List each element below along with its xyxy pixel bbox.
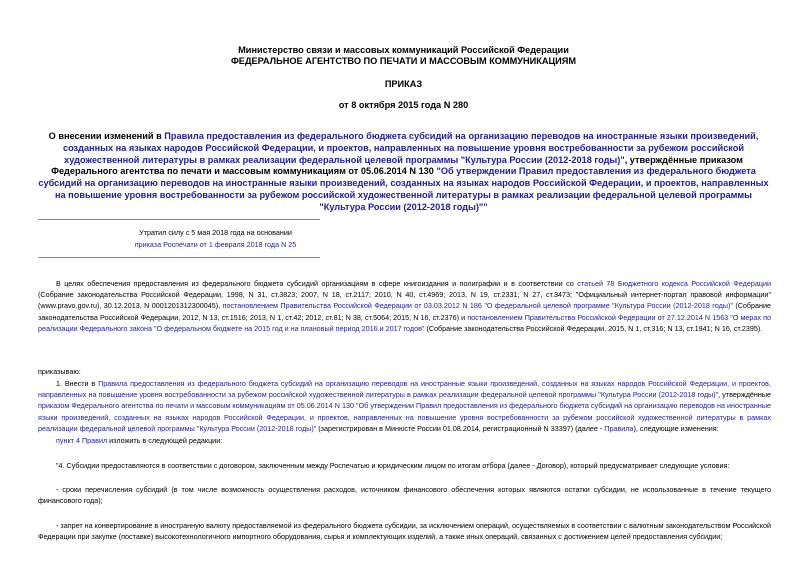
condition-1-paragraph: - сроки перечисления субсидий (в том числе возможность осуществления расходов, источником финансового обеспечения которых являются остатки субсидии, не использованные в течение текущего финансового года); [38, 485, 771, 506]
item-1-text-3: (зарегистрирован в Минюсте России 01.08.2014, регистрационный N 33397) (далее - [316, 423, 605, 433]
title-link-rules[interactable]: Правила предоставления из федерального бюджета субсидий на организацию переводов на иностранные языки произведений, созданных на языках народов Российской Федерации, и проектов, направленных на повышение уровня востребованности за рубежом российской художественной литературы в рамках реализации федеральной целевой программы "Культура России (2012-2018 годы)" [62, 131, 759, 165]
divider-bottom [38, 257, 320, 258]
preamble-text-2: (Собрание законодательства Российской Федерации, 1998, N 31, ст.3823; 2007, N 18, ст.2117; 2010, N 40, ст.4969; 2013, N 19, ст.2331; N 27, ст.3473; "Официальный интернет-портал правовой информации" (www.pravo.gov.ru), 30.12.2013, N 0001201312300045), [38, 290, 771, 311]
status-note [38, 227, 393, 250]
status-note-link[interactable]: приказа Роспечати от 1 февраля 2018 года N 25 [134, 239, 297, 249]
title-link-order-130[interactable]: "Об утверждении Правил предоставления из федерального бюджета субсидий на организацию переводов на иностранные языки произведений, созданных на языках народов Российской Федерации, и проектов, направленных на повышение уровня востребованности за рубежом российской художественной литературы в рамках реализации федеральной целевой программы "Культура России (2012-2018 годы)"" [38, 166, 769, 212]
link-order-130[interactable]: приказом Федерального агентства по печати и массовым коммуникациям от 05.06.2014 N 130 "Об утверждении Правил предоставления из федерального бюджета субсидий на организацию переводов на иностранные языки произведений, созданных на языках народов Российской Федерации, и проектов, направленных на повышение уровня востребованности за рубежом российской художественной литературы в рамках реализации федеральной целевой программы "Культура России (2012-2018 годы)" [38, 401, 771, 433]
preamble-text-1: В целях обеспечения предоставления из федерального бюджета субсидий организациям в сфере книгоиздания и полиграфии и в соответствии со [56, 279, 578, 288]
item-1-text-1: 1. Внести в [56, 379, 99, 388]
document-title [36, 131, 771, 214]
preamble-text-3: (Собрание законодательства Российской Федерации, 2012, N 13, ст.1516; 2013, N 1, ст.42; 2012, ст.81; N 38, ст.5064; 2015, N 16, ст.2376) и [38, 301, 772, 322]
link-government-decree-186[interactable]: постановлением Правительства Российской Федерации от 03.03.2012 N 186 "О федеральной целевой программе "Культура России (2012-2018 годы)" [222, 301, 733, 311]
quote-point-4: "4. Субсидии предоставляются в соответствии с договором, заключенным между Роспечатью и юридическим лицом по итогам отбора (далее - Договор), который предусматривает следующие условия: [56, 461, 730, 470]
point-4-paragraph [38, 435, 771, 446]
agency-name: ФЕДЕРАЛЬНОЕ АГЕНТСТВО ПО ПЕЧАТИ И МАССОВЫМ КОММУНИКАЦИЯМ [230, 56, 577, 66]
link-rules[interactable]: Правила предоставления из федерального бюджета субсидий на организацию переводов на иностранные языки произведений, созданных на языках народов Российской Федерации, и проектов, направленных на повышение уровня востребованности за рубежом российской художественной литературы в рамках реализации федеральной целевой программы "Культура России (2012-2018 годы)" [38, 379, 771, 400]
link-government-decree-1563[interactable]: постановлением Правительства Российской Федерации от 27.12.2014 N 1563 "О мерах по реализации Федерального закона "О федеральном бюджете на 2015 год и на плановый период 2016 и 2017 годов" [38, 312, 771, 333]
ministry-name: Министерство связи и массовых коммуникаций Российской Федерации [238, 45, 569, 55]
link-rules-short[interactable]: Правила [604, 423, 634, 433]
status-note-text: Утратил силу с 5 мая 2018 года на основании [139, 228, 292, 237]
document-date-number: от 8 октября 2015 года N 280 [338, 100, 469, 110]
point-4-text: изложить в следующей редакции: [107, 436, 223, 445]
title-text-2: , утверждённые приказом Федерального агентства по печати и массовым коммуникациям от 05.06.2014 N 130 [51, 154, 743, 177]
item-1-text-4: ), следующие изменения: [633, 423, 719, 433]
title-text-1: О внесении изменений в [48, 131, 165, 141]
link-budget-code-art78[interactable]: статьей 78 Бюджетного кодекса Российской Федерации [577, 279, 771, 288]
condition-2-paragraph: - запрет на конвертирование в иностранную валюту предоставляемой из федерального бюджета субсидии, за исключением операций, осуществляемых в соответствии с валютным законодательством Российской Федерации при закупке (поставке) высокотехнологичного импортного оборудования, сырья и комплектующих изделий, а также иных операций, связанных с достижением целей предоставления субсидии; [38, 521, 771, 542]
divider-top [38, 219, 320, 220]
document-type: ПРИКАЗ [384, 79, 423, 89]
order-word: приказываю: [38, 367, 81, 376]
item-1-paragraph [38, 378, 771, 434]
item-1-text-2: , утверждённые [718, 390, 772, 400]
link-point-4[interactable]: пункт 4 Правил [56, 436, 108, 445]
preamble-text-4: (Собрание законодательства Российской Федерации, 2015, N 1, ст.316; N 13, ст.1941; N 16, ст.2395). [424, 323, 763, 333]
preamble-paragraph [38, 278, 771, 334]
